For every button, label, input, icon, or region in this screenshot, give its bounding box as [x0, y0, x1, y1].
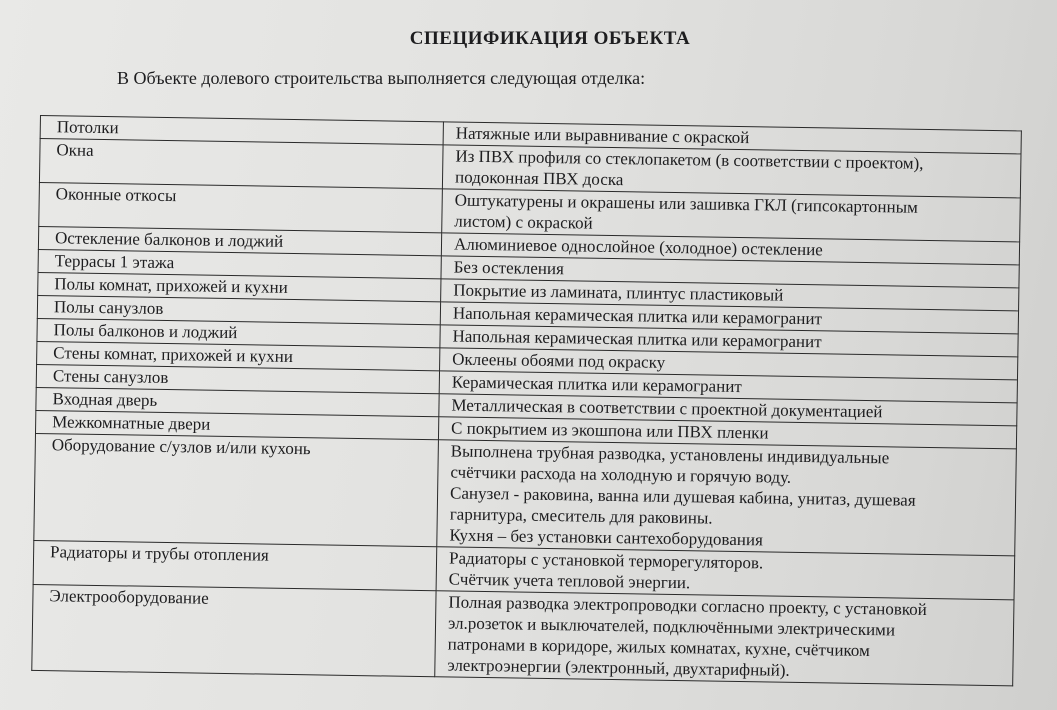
table-row	[34, 433, 1017, 555]
description-line: Напольная керамическая плитка или керамогранит	[452, 303, 823, 329]
finish-item-cell: Стены комнат, прихожей и кухни	[37, 341, 440, 370]
finish-item-cell: Потолки	[40, 116, 443, 145]
finish-item-cell: Радиаторы и трубы отопления	[33, 540, 437, 590]
description-line: Полная разводка электропроводки согласно проекту, с установкой	[448, 592, 927, 619]
description-line: электроэнергии (электронный, двухтарифный).	[447, 655, 790, 680]
finish-item-cell: Оборудование с/узлов и/или кухонь	[34, 433, 439, 546]
description-line: Из ПВХ профиля со стеклопакетом (в соответствии с проектом),	[455, 146, 924, 173]
description-line: Оклеены обоями под окраску	[452, 349, 666, 372]
document-title: СПЕЦИФИКАЦИЯ ОБЪЕКТА	[409, 28, 691, 49]
finish-description-cell	[435, 591, 1014, 686]
finish-item-cell: Окна	[39, 139, 443, 189]
finish-item-cell: Оконные откосы	[39, 182, 443, 232]
description-line: С покрытием из экошпона или ПВХ пленки	[450, 418, 769, 443]
finish-item-cell: Полы санузлов	[37, 295, 440, 324]
finish-item-cell: Межкомнатные двери	[35, 410, 438, 439]
description-line: Радиаторы с установкой терморегуляторов.	[448, 548, 764, 573]
description-line: Керамическая плитка или керамогранит	[451, 372, 742, 397]
description-line: патронами в коридоре, жилых комнатах, кухне, счётчиком	[447, 634, 870, 661]
description-line: Кухня – без установки сантехоборудования	[449, 525, 764, 550]
description-line: Алюминиевое однослойное (холодное) остекление	[453, 234, 823, 260]
finish-description-cell	[437, 440, 1017, 556]
specification-table-body	[32, 116, 1022, 686]
table-row	[32, 584, 1014, 685]
description-line: Счётчик учета тепловой энергии.	[448, 569, 691, 593]
description-line: листом) с окраской	[454, 211, 593, 233]
specification-table	[31, 115, 1022, 686]
finish-item-cell: Входная дверь	[36, 387, 439, 416]
description-line: Натяжные или выравнивание с окраской	[455, 123, 750, 148]
finish-item-cell: Полы балконов и лоджий	[37, 318, 440, 347]
finish-item-cell: Электрооборудование	[32, 584, 436, 676]
description-line: Напольная керамическая плитка или керамогранит	[452, 326, 822, 352]
intro-text: В Объекте долевого строительства выполняется следующая отделка:	[117, 68, 646, 88]
finish-item-cell: Полы комнат, прихожей и кухни	[38, 272, 441, 301]
finish-item-cell: Террасы 1 этажа	[38, 249, 441, 278]
description-line: Покрытие из ламината, плинтус пластиковый	[453, 280, 784, 305]
description-line: счётчики расхода на холодную и горячую воду.	[450, 462, 792, 487]
description-line: Оштукатурены и окрашены или зашивка ГКЛ (гипсокартонным	[454, 190, 918, 217]
description-line: Металлическая в соответствии с проектной документацией	[451, 395, 883, 422]
description-line: гарнитура, смеситель для раковины.	[449, 504, 713, 528]
finish-item-cell: Остекление балконов и лоджий	[38, 226, 441, 255]
description-line: Без остекления	[453, 257, 565, 279]
description-line: подоконная ПВХ доска	[454, 167, 624, 190]
finish-item-cell: Стены санузлов	[36, 364, 439, 393]
description-line: Санузел - раковина, ванна или душевая кабина, унитаз, душевая	[449, 483, 916, 510]
description-line: Выполнена трубная разводка, установлены индивидуальные	[450, 441, 890, 468]
description-line: эл.розеток и выключателей, подключёнными электрическими	[447, 613, 896, 640]
